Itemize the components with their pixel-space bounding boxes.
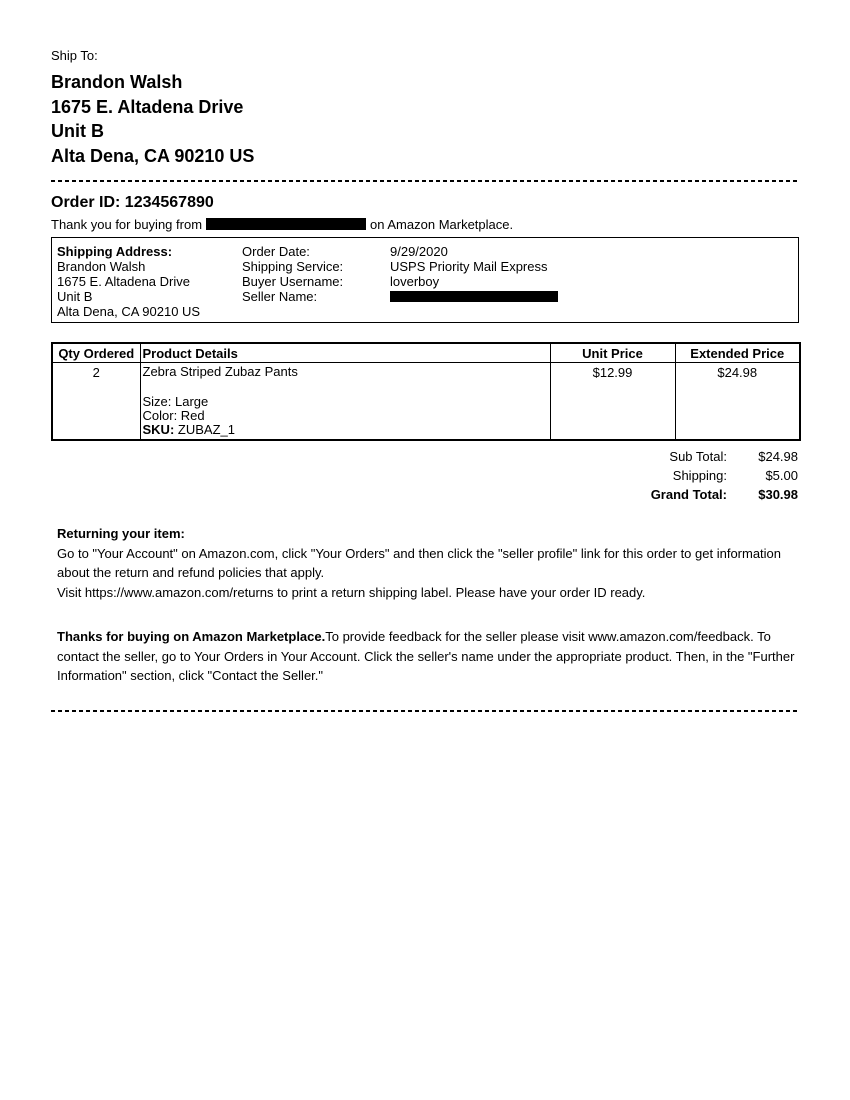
product-name: Zebra Striped Zubaz Pants [142, 364, 298, 379]
thank-you-suffix: on Amazon Marketplace. [370, 217, 514, 232]
subtotal-row [51, 447, 798, 466]
col-header-unit-price: Unit Price [550, 343, 675, 363]
grand-total-value: $30.98 [758, 487, 798, 502]
shipping-address-label: Shipping Address: [57, 244, 173, 259]
col-header-extended-price: Extended Price [675, 343, 800, 363]
item-extended-price-cell: $24.98 [675, 363, 800, 441]
item-unit-price-cell: $12.99 [550, 363, 675, 441]
shipping-total-row [51, 466, 798, 485]
grand-total-label: Grand Total: [650, 487, 727, 502]
order-date-value: 9/29/2020 [390, 244, 448, 259]
product-details-spacer [143, 379, 548, 395]
thank-you-prefix: Thank you for buying from [51, 217, 203, 232]
shipping-address-column [57, 244, 242, 319]
returning-section [57, 524, 798, 602]
shipping-total-value: $5.00 [765, 468, 798, 483]
shipping-info-box [51, 237, 799, 323]
shipping-service-label: Shipping Service: [242, 259, 344, 274]
order-date-label: Order Date: [242, 244, 310, 259]
bottom-dashed-divider [51, 710, 799, 712]
product-sku-label: SKU: [142, 422, 175, 437]
thanks-body: To provide feedback for the seller please visit www.amazon.com/feedback. To contact the seller, go to Your Orders in Your Account. Click the seller's name under the appropriate product. Then, in the "Further Information" section, click "Contact the Seller." [57, 629, 795, 683]
seller-name-label: Seller Name: [242, 289, 318, 304]
shipping-address-city-state-zip: Alta Dena, CA 90210 US [57, 304, 201, 319]
ship-to-city-state-zip: Alta Dena, CA 90210 US [51, 145, 255, 166]
returning-heading: Returning your item: [57, 526, 185, 541]
product-sku-value: ZUBAZ_1 [177, 422, 235, 437]
product-sku-line [143, 423, 548, 437]
ship-to-section [51, 49, 254, 168]
seller-name-value [390, 291, 793, 302]
shipping-service-value: USPS Priority Mail Express [390, 259, 548, 274]
returning-paragraph-1: Go to "Your Account" on Amazon.com, click "Your Orders" and then click the "seller profile" link for this order to get information about the return and refund policies that apply. [57, 545, 782, 580]
seller-name-redaction-bar [206, 218, 366, 230]
buyer-username-label: Buyer Username: [242, 274, 344, 289]
ship-to-name: Brandon Walsh [51, 72, 183, 92]
shipping-address-unit: Unit B [57, 289, 93, 304]
subtotal-label: Sub Total: [669, 449, 727, 464]
subtotal-value: $24.98 [758, 449, 798, 464]
shipping-address-name: Brandon Walsh [57, 259, 146, 274]
shipping-total-label: Shipping: [672, 468, 727, 483]
buyer-username-value: loverboy [390, 274, 440, 289]
grand-total-row [51, 485, 798, 504]
ship-to-unit: Unit B [51, 121, 104, 141]
returning-paragraph-2: Visit https://www.amazon.com/returns to print a return shipping label. Please have your order ID ready. [57, 584, 646, 600]
ship-to-street: 1675 E. Altadena Drive [51, 96, 244, 117]
item-qty-cell: 2 [52, 363, 140, 441]
totals-section [51, 447, 798, 504]
thank-you-line [51, 217, 513, 232]
col-header-qty-ordered: Qty Ordered [52, 343, 140, 363]
order-id-heading: Order ID: 1234567890 [51, 194, 214, 211]
shipping-address-street: 1675 E. Altadena Drive [57, 274, 190, 289]
item-row [52, 363, 800, 441]
col-header-product-details: Product Details [140, 343, 550, 363]
order-field-labels-column [242, 244, 390, 316]
item-product-details-cell [140, 363, 550, 441]
items-table-header-row [52, 343, 800, 363]
product-size: Size: Large [142, 394, 209, 409]
seller-name-redaction-block [390, 291, 558, 302]
top-dashed-divider [51, 180, 799, 182]
thanks-lead: Thanks for buying on Amazon Marketplace. [57, 629, 326, 644]
ship-to-address [51, 70, 254, 168]
product-color: Color: Red [142, 408, 205, 423]
thanks-section [57, 627, 798, 686]
items-table [51, 342, 801, 441]
ship-to-label: Ship To: [51, 48, 98, 63]
order-field-values-column [390, 244, 793, 316]
